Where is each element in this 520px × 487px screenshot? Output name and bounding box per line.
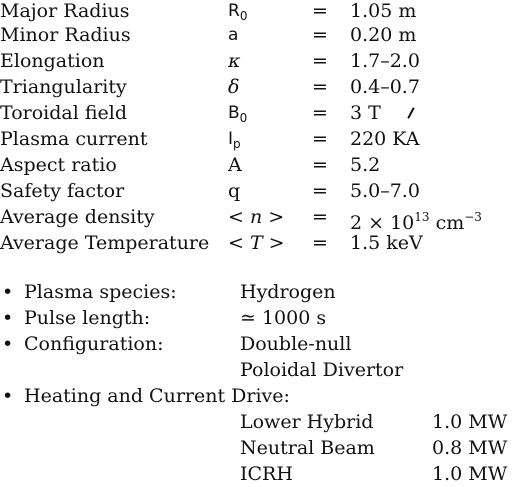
- param-symbol: < T >: [228, 232, 285, 254]
- param-row-safety-factor: [0, 178, 520, 204]
- bullet-dot: •: [2, 307, 14, 329]
- heating-row-icrh: [0, 461, 520, 487]
- param-name: Plasma current: [0, 128, 148, 150]
- param-name: Major Radius: [0, 0, 130, 22]
- param-value: 0.4–0.7: [350, 76, 420, 98]
- param-symbol: $I_p$: [228, 129, 241, 151]
- param-value: 1.05 m: [350, 0, 417, 22]
- equals-sign: =: [312, 76, 328, 98]
- heating-power: 0.8 MW: [432, 437, 508, 459]
- equals-sign: =: [312, 50, 328, 72]
- bullet-heating: [0, 383, 520, 409]
- heating-method: Neutral Beam: [240, 437, 375, 459]
- bullet-value: Hydrogen: [240, 281, 336, 303]
- equals-sign: =: [312, 0, 328, 22]
- heating-method: Lower Hybrid: [240, 411, 374, 433]
- param-name: Aspect ratio: [0, 154, 117, 176]
- bullet-dot: •: [2, 281, 14, 303]
- equals-sign: =: [312, 102, 328, 124]
- param-value: 1.7–2.0: [350, 50, 420, 72]
- param-symbol: < n >: [228, 206, 285, 228]
- bullet-label: Configuration:: [24, 333, 164, 355]
- param-value: 1.5 keV: [350, 232, 423, 254]
- param-symbol: κ: [228, 50, 241, 72]
- heating-method: ICRH: [240, 463, 293, 485]
- bullet-dot: •: [2, 385, 14, 407]
- param-row-elongation: [0, 48, 520, 74]
- param-symbol: a: [228, 25, 239, 45]
- param-symbol: $R_0$: [228, 1, 248, 23]
- param-row-minor-radius: [0, 22, 520, 48]
- heating-power: 1.0 MW: [432, 411, 508, 433]
- param-row-average-temperature: [0, 230, 520, 256]
- param-row-aspect-ratio: [0, 152, 520, 178]
- param-symbol: $B_0$: [228, 103, 248, 125]
- heating-power: 1.0 MW: [432, 463, 508, 485]
- equals-sign: =: [312, 154, 328, 176]
- param-value: 5.0–7.0: [350, 180, 420, 202]
- param-name: Minor Radius: [0, 24, 131, 46]
- param-name: Safety factor: [0, 180, 125, 202]
- bullet-plasma-species: [0, 279, 520, 305]
- heating-row-neutral-beam: [0, 435, 520, 461]
- param-name: Elongation: [0, 50, 105, 72]
- param-row-average-density: [0, 204, 520, 234]
- bullet-pulse-length: [0, 305, 520, 331]
- equals-sign: =: [312, 232, 328, 254]
- bullet-label: Pulse length:: [24, 307, 151, 329]
- param-value: 220 KA: [350, 128, 420, 150]
- bullet-value: ≃ 1000 s: [240, 307, 327, 329]
- bullet-label: Heating and Current Drive:: [24, 385, 290, 407]
- param-symbol: δ: [228, 76, 240, 98]
- param-value: $2 \times 10^{13}$ $cm^{-3}$: [350, 210, 482, 234]
- bullet-value: Double-null: [240, 333, 352, 355]
- bullet-configuration-continued: [0, 357, 520, 383]
- equals-sign: =: [312, 180, 328, 202]
- heating-row-lower-hybrid: [0, 409, 520, 435]
- param-row-major-radius: [0, 0, 520, 24]
- bullet-configuration: [0, 331, 520, 357]
- param-value: 3 T: [350, 102, 381, 124]
- param-name: Average Temperature: [0, 232, 210, 254]
- param-row-plasma-current: [0, 126, 520, 152]
- equals-sign: =: [312, 24, 328, 46]
- param-symbol: q: [228, 180, 241, 202]
- param-name: Toroidal field: [0, 102, 127, 124]
- param-row-triangularity: [0, 74, 520, 100]
- bullet-label: Plasma species:: [24, 281, 177, 303]
- equals-sign: =: [312, 206, 328, 228]
- param-value: 0.20 m: [350, 24, 417, 46]
- param-symbol: A: [228, 154, 242, 176]
- param-name: Triangularity: [0, 76, 127, 98]
- param-value: 5.2: [350, 154, 381, 176]
- param-name: Average density: [0, 206, 155, 228]
- bullet-dot: •: [2, 333, 14, 355]
- bullet-value: Poloidal Divertor: [240, 359, 404, 381]
- param-row-toroidal-field: [0, 100, 520, 126]
- equals-sign: =: [312, 128, 328, 150]
